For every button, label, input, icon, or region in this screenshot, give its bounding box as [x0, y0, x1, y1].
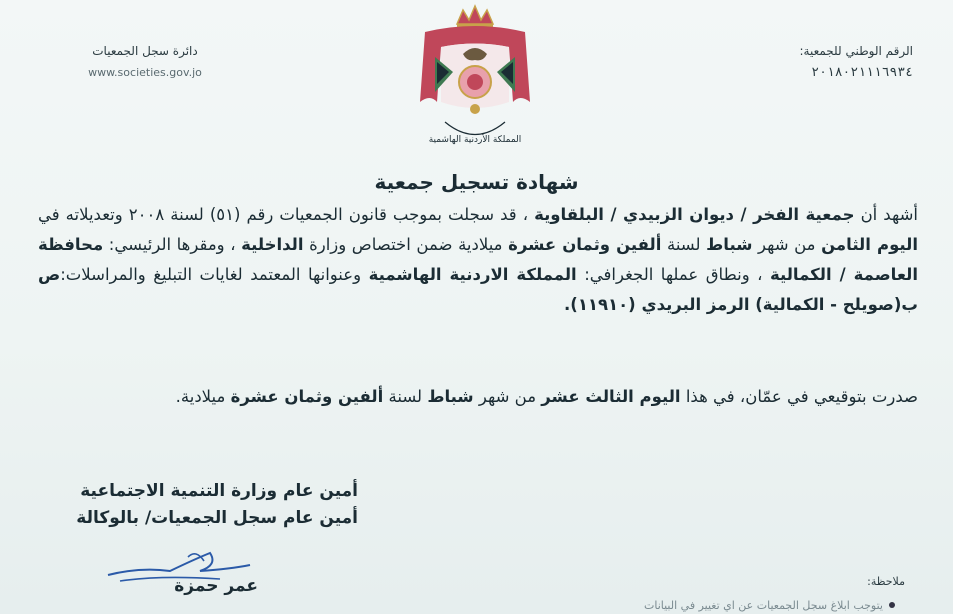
issue-year: ألفين وثمان عشرة [230, 387, 384, 406]
registry-website: www.societies.gov.jo [88, 66, 202, 79]
body-text: لسنة [661, 235, 707, 254]
crest-caption: المملكة الأردنية الهاشمية [428, 135, 522, 145]
certificate-title: شهادة تسجيل جمعية [374, 170, 579, 194]
registry-block [60, 40, 230, 84]
mailing-address: ص ب(صويلح - الكمالية) الرمز البريدي (١١٩١٠). [38, 265, 918, 314]
issue-month: شباط [427, 387, 474, 406]
signatory-title-1: أمين عام وزارة التنمية الاجتماعية [80, 481, 358, 501]
body-text: ، ومقرها الرئيسي: [103, 235, 242, 254]
society-name: جمعية الفخر / ديوان الزبيدي / البلقاوية [534, 205, 855, 224]
registration-month: شباط [706, 235, 753, 254]
issue-day: اليوم الثالث عشر [541, 387, 681, 406]
ministry-name: الداخلية [241, 235, 304, 254]
body-text: أشهد أن [854, 205, 918, 224]
body-text: ، ونطاق عملها الجغرافي: [576, 265, 770, 284]
body-text: صدرت بتوقيعي في عمّان، في هذا [680, 387, 918, 406]
jordan-crest-icon [405, 2, 545, 152]
headquarters: محافظة العاصمة / الكمالية [38, 235, 918, 284]
body-text: ، قد سجلت بموجب قانون الجمعيات رقم (٥١) لسنة ٢٠٠٨ وتعديلاته في [38, 205, 535, 224]
body-text: وعنوانها المعتمد لغايات التبليغ والمراسلات: [60, 265, 369, 284]
note-bullet-icon [889, 602, 895, 608]
registry-name: دائرة سجل الجمعيات [92, 44, 198, 58]
national-number: ٢٠١٨٠٢١١١٦٩٣٤ [811, 65, 913, 80]
registration-day: اليوم الثامن [821, 235, 919, 254]
note-label: ملاحظة: [867, 575, 905, 588]
national-number-label: الرقم الوطني للجمعية: [799, 44, 913, 58]
body-text: من شهر [473, 387, 542, 406]
body-text: ميلادية ضمن اختصاص وزارة [303, 235, 509, 254]
certificate-body [38, 200, 918, 320]
registration-year: ألفين وثمان عشرة [508, 235, 662, 254]
note-text: يتوجب ابلاغ سجل الجمعيات عن اي تغيير في البيانات [643, 599, 883, 612]
body-text: من شهر [752, 235, 822, 254]
signatory-title-2: أمين عام سجل الجمعيات/ بالوكالة [76, 508, 358, 528]
signatory-name: عمر حمزة [174, 576, 258, 596]
issuance-statement [38, 382, 918, 412]
national-number-block [683, 40, 913, 84]
body-text: لسنة [383, 387, 428, 406]
geographic-scope: المملكة الاردنية الهاشمية [368, 265, 577, 284]
body-text: ميلادية. [175, 387, 231, 406]
signatory-titles [38, 478, 358, 532]
